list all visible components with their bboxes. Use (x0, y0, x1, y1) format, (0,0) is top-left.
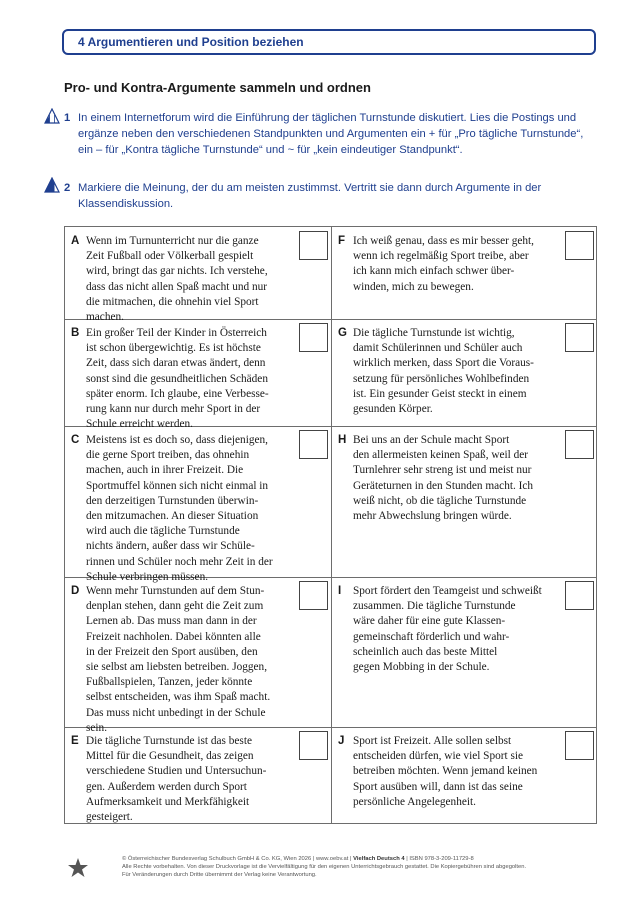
posting-card-f (332, 227, 598, 319)
footer-isbn: | ISBN 978-3-209-11729-8 (406, 856, 474, 862)
posting-card-j (332, 727, 598, 825)
postings-grid (64, 226, 597, 824)
task-2-number: 2 (64, 182, 71, 194)
task-2 (64, 180, 594, 212)
posting-letter: F (338, 235, 346, 247)
answer-box-c[interactable] (299, 430, 328, 459)
posting-text: Die tägliche Turnstunde ist wichtig, damit Schülerinnen und Schüler auch wirklich merken, dass Sport die Voraus- setzung für persönliches Wohlbefinden ist. Ein gesunder Geist steckt in einem gesunden Körper. (353, 327, 534, 416)
posting-card-g (332, 319, 598, 426)
posting-letter: I (338, 585, 342, 597)
task-1-text: In einem Internetforum wird die Einführung der täglichen Turnstunde diskutiert. Lies die Postings und ergänze neben den verschiedenen Standpunkten und Argumenten ein + für „Pro tägliche Turnstunde“, ein – für „Kontra tägliche Turnstunde“ und ~ für „kein eindeutiger Standpunkt“. (78, 112, 584, 156)
footer-line-3: Für Veränderungen durch Dritte übernimmt der Verlag keine Verantwortung. (122, 872, 317, 878)
posting-text: Ich weiß genau, dass es mir besser geht, wenn ich regelmäßig Sport treibe, aber ich kann mich einfach schwer über- winden, mich zu bewegen. (353, 235, 535, 293)
footer-line-1: © Österreichischer Bundesverlag Schulbuch GmbH & Co. KG, Wien 2026 | www.oebv.at | (122, 856, 352, 862)
posting-card-i (332, 577, 598, 727)
difficulty-triangle-icon-level2 (44, 177, 60, 193)
posting-text: Ein großer Teil der Kinder in Österreich ist schon übergewichtig. Es ist höchste Zeit, dass sich daran etwas ändert, denn sonst sind die gesundheitlichen Schäden später enorm. Ich glaube, eine Verbesse- rung kann nur durch mehr Sport in der Schule erreicht werden. (86, 327, 269, 431)
posting-letter: A (71, 235, 80, 247)
posting-text: Meistens ist es doch so, dass diejenigen, die gerne Sport treiben, das ohnehin machen, auch in ihrer Freizeit. Die Sportmuffel können sich nicht einmal in den derzeitigen Turnstunden überwin- den mitzumachen. An dieser Situation wird auch die tägliche Turnstunde nichts ändern, außer dass wir Schüle- rinnen und Schüler noch mehr Zeit in der Schule verbringen müssen. (86, 434, 273, 583)
posting-card-d (65, 577, 331, 734)
posting-card-e (65, 727, 331, 825)
task-2-text: Markiere die Meinung, der du am meisten zustimmst. Vertritt sie dann durch Argumente in der Klassendiskussion. (78, 182, 542, 210)
posting-text: Wenn im Turnunterricht nur die ganze Zeit Fußball oder Völkerball gespielt wird, bringt das gar nichts. Ich verstehe, dass das nicht allen Spaß macht und nur die mitmachen, die ohnehin viel Sport machen. (86, 235, 268, 324)
posting-letter: C (71, 434, 80, 446)
footer-copyright (122, 855, 592, 879)
answer-box-b[interactable] (299, 323, 328, 352)
answer-box-j[interactable] (565, 731, 594, 760)
posting-text: Bei uns an der Schule macht Sport den allermeisten keinen Spaß, weil der Turnlehrer sehr streng ist und meist nur Geräteturnen in den Stunden macht. Ich weiß nicht, ob die tägliche Turnstunde mehr Abwechslung bringen würde. (353, 434, 534, 523)
posting-card-a (65, 227, 331, 324)
answer-box-d[interactable] (299, 581, 328, 610)
posting-letter: J (338, 735, 345, 747)
posting-letter: E (71, 735, 79, 747)
posting-text: Wenn mehr Turnstunden auf dem Stun- denplan stehen, dann geht die Zeit zum Lernen ab. Das muss man dann in der Freizeit nachholen. Dabei könnten alle in der Freizeit den Sport ausüben, den sie selbst am liebsten betreiben. Joggen, Fußballspielen, Tanzen, jeder könnte selbst entscheiden, was ihm Spaß macht. Das muss nicht unbedingt in der Schule sein. (86, 585, 271, 734)
posting-letter: D (71, 585, 80, 597)
answer-box-g[interactable] (565, 323, 594, 352)
posting-card-b (65, 319, 331, 431)
posting-card-c (65, 426, 331, 583)
answer-box-h[interactable] (565, 430, 594, 459)
footer-book-title: Vielfach Deutsch 4 (353, 856, 405, 862)
posting-letter: H (338, 434, 347, 446)
posting-letter: G (338, 327, 347, 339)
chapter-header (62, 29, 596, 55)
section-title: Pro- und Kontra-Argumente sammeln und ordnen (64, 80, 371, 95)
posting-text: Sport fördert den Teamgeist und schweißt zusammen. Die tägliche Turnstunde wäre daher für eine gute Klassen- gemeinschaft förderlich und wahr- scheinlich auch das beste Mittel gegen Mobbing in der Schule. (353, 585, 542, 674)
answer-box-f[interactable] (565, 231, 594, 260)
answer-box-e[interactable] (299, 731, 328, 760)
task-1 (64, 110, 594, 158)
chapter-title: 4 Argumentieren und Position beziehen (78, 35, 304, 49)
answer-box-i[interactable] (565, 581, 594, 610)
posting-text: Die tägliche Turnstunde ist das beste Mittel für die Gesundheit, das zeigen verschiedene Studien und Untersuchun- gen. Außerdem werden durch Sport Aufmerksamkeit und Merkfähigkeit gesteigert. (86, 735, 267, 824)
posting-text: Sport ist Freizeit. Alle sollen selbst entscheiden dürfen, wie viel Sport sie betreiben möchten. Wenn jemand keinen Sport ausüben will, dann ist das seine persönliche Angelegenheit. (353, 735, 538, 808)
answer-box-a[interactable] (299, 231, 328, 260)
footer-line-2: Alle Rechte vorbehalten. Von dieser Druckvorlage ist die Vervielfältigung für den eigenen Unterrichtsgebrauch gestattet. Die Kopiergebühren sind abgegolten. (122, 864, 527, 870)
publisher-logo-icon (66, 856, 90, 880)
posting-card-h (332, 426, 598, 577)
difficulty-triangle-icon-level1 (44, 108, 60, 124)
posting-letter: B (71, 327, 80, 339)
task-1-number: 1 (64, 112, 71, 124)
